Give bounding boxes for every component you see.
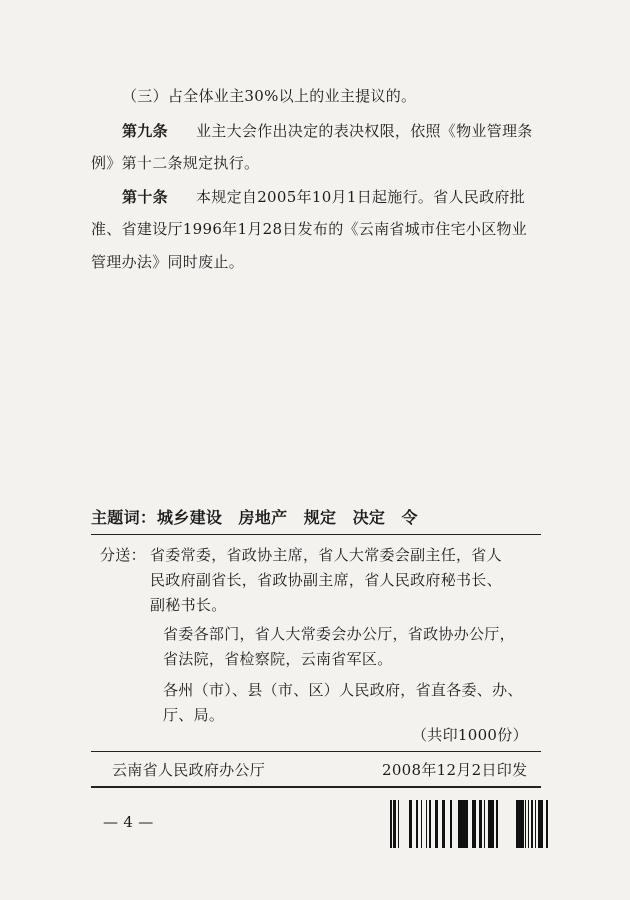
article-9-text: 业主大会作出决定的表决权限，依照《物业管理条 <box>196 122 533 140</box>
article-10-heading: 第十条 <box>122 188 168 206</box>
distribution-line: 省法院，省检察院，云南省军区。 <box>163 650 393 668</box>
clause-item-3: （三）占全体业主30%以上的业主提议的。 <box>122 87 417 105</box>
article-9-heading: 第九条 <box>122 122 168 140</box>
distribution-line: 民政府副省长，省政协副主席，省人民政府秘书长、 <box>150 571 502 589</box>
copies-count: （共印1000份） <box>412 726 528 744</box>
issuer: 云南省人民政府办公厅 <box>112 761 266 779</box>
distribution-line: 厅、局。 <box>163 706 225 724</box>
distribution-line: 省委各部门，省人大常委会办公厅，省政协办公厅， <box>163 625 515 643</box>
footer-divider <box>91 786 541 788</box>
page-number: — 4 — <box>103 813 154 831</box>
distribution-line: 副秘书长。 <box>150 596 227 614</box>
subject-keywords: 城乡建设 房地产 规定 决定 令 <box>157 508 418 527</box>
subject-label: 主题词： <box>91 508 157 527</box>
distribution-label: 分送： <box>100 546 146 564</box>
distribution-divider <box>91 751 541 752</box>
article-10-text: 本规定自2005年10月1日起施行。省人民政府批 <box>196 188 526 206</box>
article-9-text-cont: 例》第十二条规定执行。 <box>91 154 260 172</box>
distribution-line: 各州（市）、县（市、区）人民政府，省直各委、办、 <box>163 681 523 699</box>
article-10-text-cont: 准、省建设厅1996年1月28日发布的《云南省城市住宅小区物业 <box>91 220 528 238</box>
issue-date: 2008年12月2日印发 <box>382 761 528 779</box>
subject-divider <box>91 534 541 535</box>
article-10-text-end: 管理办法》同时废止。 <box>91 253 245 271</box>
distribution-line: 省委常委，省政协主席，省人大常委会副主任，省人 <box>150 546 502 564</box>
barcode-image <box>390 800 548 848</box>
